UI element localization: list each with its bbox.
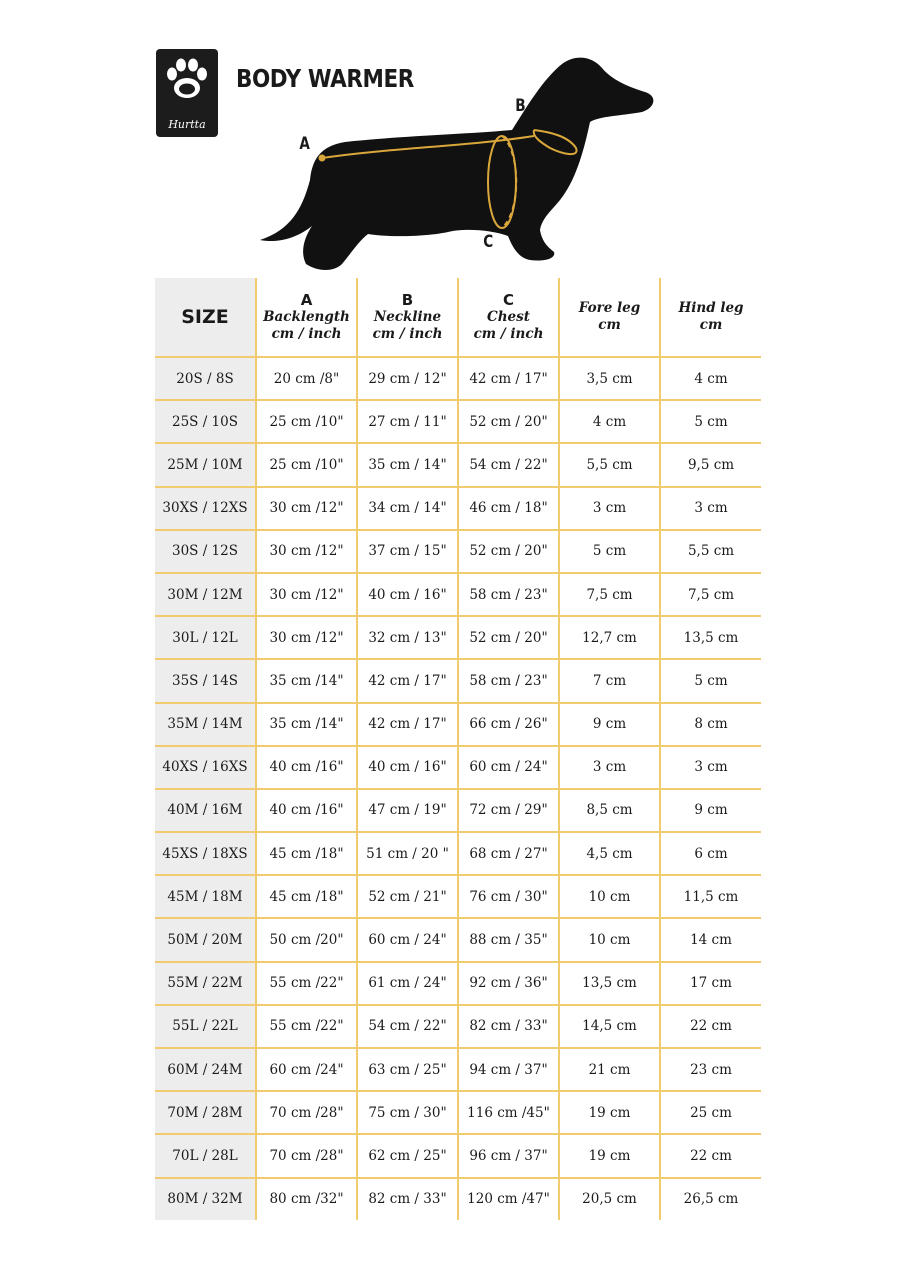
- table-row: [155, 616, 761, 659]
- backlength-cell: 60 cm /24": [256, 1048, 357, 1091]
- header-size: SIZE: [155, 278, 256, 357]
- table-row: [155, 1005, 761, 1048]
- fore-leg-cell: 14,5 cm: [559, 1005, 660, 1048]
- hind-leg-cell: 3 cm: [660, 746, 761, 789]
- fore-leg-cell: 19 cm: [559, 1091, 660, 1134]
- neckline-cell: 35 cm / 14": [357, 443, 458, 486]
- header-backlength-name: Backlength: [263, 309, 350, 325]
- hind-leg-cell: 22 cm: [660, 1134, 761, 1177]
- header-neckline-name: Neckline: [373, 309, 442, 325]
- chest-cell: 76 cm / 30": [458, 875, 559, 918]
- size-cell: 35M / 14M: [155, 703, 256, 746]
- chest-cell: 68 cm / 27": [458, 832, 559, 875]
- size-cell: 50M / 20M: [155, 918, 256, 961]
- neckline-cell: 63 cm / 25": [357, 1048, 458, 1091]
- backlength-cell: 40 cm /16": [256, 746, 357, 789]
- header-backlength: [256, 278, 357, 357]
- size-cell: 45M / 18M: [155, 875, 256, 918]
- backlength-cell: 20 cm /8": [256, 357, 357, 400]
- backlength-cell: 70 cm /28": [256, 1091, 357, 1134]
- chest-cell: 52 cm / 20": [458, 400, 559, 443]
- header-chest-letter: C: [502, 291, 514, 309]
- hind-leg-cell: 5,5 cm: [660, 530, 761, 573]
- size-cell: 25S / 10S: [155, 400, 256, 443]
- chest-cell: 116 cm /45": [458, 1091, 559, 1134]
- hind-leg-cell: 13,5 cm: [660, 616, 761, 659]
- backlength-cell: 55 cm /22": [256, 1005, 357, 1048]
- hind-leg-cell: 9 cm: [660, 789, 761, 832]
- fore-leg-cell: 7 cm: [559, 659, 660, 702]
- backlength-cell: 55 cm /22": [256, 962, 357, 1005]
- chest-cell: 52 cm / 20": [458, 616, 559, 659]
- table-row: [155, 1048, 761, 1091]
- fore-leg-cell: 3 cm: [559, 487, 660, 530]
- header-chest-name: Chest: [487, 309, 530, 325]
- size-table: [155, 278, 761, 1220]
- header-backlength-letter: A: [300, 291, 313, 309]
- hind-leg-cell: 9,5 cm: [660, 443, 761, 486]
- neckline-cell: 29 cm / 12": [357, 357, 458, 400]
- neckline-cell: 75 cm / 30": [357, 1091, 458, 1134]
- backlength-cell: 35 cm /14": [256, 659, 357, 702]
- neckline-cell: 47 cm / 19": [357, 789, 458, 832]
- hind-leg-cell: 17 cm: [660, 962, 761, 1005]
- fore-leg-cell: 21 cm: [559, 1048, 660, 1091]
- chest-cell: 42 cm / 17": [458, 357, 559, 400]
- size-cell: 30S / 12S: [155, 530, 256, 573]
- backlength-cell: 30 cm /12": [256, 487, 357, 530]
- chest-cell: 58 cm / 23": [458, 659, 559, 702]
- chest-cell: 72 cm / 29": [458, 789, 559, 832]
- table-row: [155, 659, 761, 702]
- size-cell: 30M / 12M: [155, 573, 256, 616]
- hind-leg-cell: 6 cm: [660, 832, 761, 875]
- header-neckline-unit: cm / inch: [372, 326, 443, 342]
- hind-leg-cell: 8 cm: [660, 703, 761, 746]
- backlength-cell: 30 cm /12": [256, 530, 357, 573]
- table-row: [155, 443, 761, 486]
- size-cell: 30XS / 12XS: [155, 487, 256, 530]
- backlength-cell: 30 cm /12": [256, 573, 357, 616]
- neckline-cell: 34 cm / 14": [357, 487, 458, 530]
- chest-cell: 88 cm / 35": [458, 918, 559, 961]
- size-cell: 20S / 8S: [155, 357, 256, 400]
- table-body: [155, 357, 761, 1220]
- size-cell: 70L / 28L: [155, 1134, 256, 1177]
- header-hind-leg-name: Hind leg: [678, 300, 744, 316]
- fore-leg-cell: 3 cm: [559, 746, 660, 789]
- size-cell: 60M / 24M: [155, 1048, 256, 1091]
- brand-name: Hurtta: [168, 118, 206, 131]
- fore-leg-cell: 4 cm: [559, 400, 660, 443]
- table-row: [155, 357, 761, 400]
- chest-cell: 82 cm / 33": [458, 1005, 559, 1048]
- header-fore-leg-name: Fore leg: [578, 300, 641, 316]
- hind-leg-cell: 5 cm: [660, 400, 761, 443]
- table-row: [155, 1178, 761, 1220]
- table-row: [155, 832, 761, 875]
- table-row: [155, 962, 761, 1005]
- size-cell: 70M / 28M: [155, 1091, 256, 1134]
- neckline-cell: 54 cm / 22": [357, 1005, 458, 1048]
- neckline-cell: 82 cm / 33": [357, 1178, 458, 1220]
- neckline-cell: 40 cm / 16": [357, 746, 458, 789]
- fore-leg-cell: 8,5 cm: [559, 789, 660, 832]
- chest-cell: 66 cm / 26": [458, 703, 559, 746]
- size-cell: 25M / 10M: [155, 443, 256, 486]
- chest-cell: 120 cm /47": [458, 1178, 559, 1220]
- backlength-cell: 30 cm /12": [256, 616, 357, 659]
- table-row: [155, 789, 761, 832]
- fore-leg-cell: 13,5 cm: [559, 962, 660, 1005]
- table-row: [155, 918, 761, 961]
- table-row: [155, 875, 761, 918]
- size-cell: 55M / 22M: [155, 962, 256, 1005]
- neckline-cell: 51 cm / 20 ": [357, 832, 458, 875]
- backlength-cell: 80 cm /32": [256, 1178, 357, 1220]
- header-chest-unit: cm / inch: [473, 326, 544, 342]
- neckline-cell: 61 cm / 24": [357, 962, 458, 1005]
- hind-leg-cell: 25 cm: [660, 1091, 761, 1134]
- neckline-cell: 32 cm / 13": [357, 616, 458, 659]
- fore-leg-cell: 7,5 cm: [559, 573, 660, 616]
- chest-cell: 58 cm / 23": [458, 573, 559, 616]
- table-row: [155, 530, 761, 573]
- fore-leg-cell: 12,7 cm: [559, 616, 660, 659]
- backlength-cell: 45 cm /18": [256, 875, 357, 918]
- hind-leg-cell: 7,5 cm: [660, 573, 761, 616]
- header-hind-leg-unit: cm: [699, 317, 723, 333]
- hind-leg-cell: 5 cm: [660, 659, 761, 702]
- table-row: [155, 487, 761, 530]
- backlength-cell: 25 cm /10": [256, 400, 357, 443]
- fore-leg-cell: 20,5 cm: [559, 1178, 660, 1220]
- header-hind-leg: [660, 278, 761, 357]
- size-cell: 80M / 32M: [155, 1178, 256, 1220]
- neckline-cell: 52 cm / 21": [357, 875, 458, 918]
- fore-leg-cell: 5 cm: [559, 530, 660, 573]
- hind-leg-cell: 26,5 cm: [660, 1178, 761, 1220]
- header-chest: [458, 278, 559, 357]
- table-row: [155, 1091, 761, 1134]
- size-cell: 45XS / 18XS: [155, 832, 256, 875]
- table-row: [155, 400, 761, 443]
- neckline-cell: 40 cm / 16": [357, 573, 458, 616]
- header-fore-leg-unit: cm: [598, 317, 621, 333]
- backlength-cell: 25 cm /10": [256, 443, 357, 486]
- backlength-cell: 40 cm /16": [256, 789, 357, 832]
- backlength-cell: 70 cm /28": [256, 1134, 357, 1177]
- neckline-cell: 37 cm / 15": [357, 530, 458, 573]
- chest-cell: 92 cm / 36": [458, 962, 559, 1005]
- measure-label-b: B: [515, 96, 526, 116]
- size-cell: 30L / 12L: [155, 616, 256, 659]
- backlength-cell: 45 cm /18": [256, 832, 357, 875]
- brand-logo: [156, 49, 218, 137]
- size-cell: 55L / 22L: [155, 1005, 256, 1048]
- chest-cell: 60 cm / 24": [458, 746, 559, 789]
- hind-leg-cell: 3 cm: [660, 487, 761, 530]
- chest-cell: 52 cm / 20": [458, 530, 559, 573]
- neckline-cell: 60 cm / 24": [357, 918, 458, 961]
- dachshund-illustration: [250, 50, 670, 275]
- header-neckline: [357, 278, 458, 357]
- chest-cell: 46 cm / 18": [458, 487, 559, 530]
- table-row: [155, 573, 761, 616]
- table-header-row: [155, 278, 761, 357]
- chest-cell: 94 cm / 37": [458, 1048, 559, 1091]
- table-row: [155, 1134, 761, 1177]
- fore-leg-cell: 9 cm: [559, 703, 660, 746]
- backlength-cell: 50 cm /20": [256, 918, 357, 961]
- size-cell: 40XS / 16XS: [155, 746, 256, 789]
- fore-leg-cell: 4,5 cm: [559, 832, 660, 875]
- page-title: BODY WARMER: [236, 64, 414, 93]
- neckline-cell: 42 cm / 17": [357, 659, 458, 702]
- fore-leg-cell: 10 cm: [559, 875, 660, 918]
- header-neckline-letter: B: [401, 291, 414, 309]
- header-backlength-unit: cm / inch: [271, 326, 342, 342]
- table-row: [155, 703, 761, 746]
- measure-label-c: C: [483, 232, 494, 252]
- fore-leg-cell: 10 cm: [559, 918, 660, 961]
- fore-leg-cell: 5,5 cm: [559, 443, 660, 486]
- neckline-cell: 27 cm / 11": [357, 400, 458, 443]
- hind-leg-cell: 4 cm: [660, 357, 761, 400]
- chest-cell: 54 cm / 22": [458, 443, 559, 486]
- hind-leg-cell: 14 cm: [660, 918, 761, 961]
- header-fore-leg: [559, 278, 660, 357]
- neckline-cell: 62 cm / 25": [357, 1134, 458, 1177]
- fore-leg-cell: 3,5 cm: [559, 357, 660, 400]
- size-cell: 35S / 14S: [155, 659, 256, 702]
- paw-icon: [156, 49, 218, 119]
- hind-leg-cell: 23 cm: [660, 1048, 761, 1091]
- neckline-cell: 42 cm / 17": [357, 703, 458, 746]
- hind-leg-cell: 11,5 cm: [660, 875, 761, 918]
- backlength-cell: 35 cm /14": [256, 703, 357, 746]
- measure-label-a: A: [299, 134, 310, 154]
- table-row: [155, 746, 761, 789]
- chest-cell: 96 cm / 37": [458, 1134, 559, 1177]
- size-cell: 40M / 16M: [155, 789, 256, 832]
- fore-leg-cell: 19 cm: [559, 1134, 660, 1177]
- hind-leg-cell: 22 cm: [660, 1005, 761, 1048]
